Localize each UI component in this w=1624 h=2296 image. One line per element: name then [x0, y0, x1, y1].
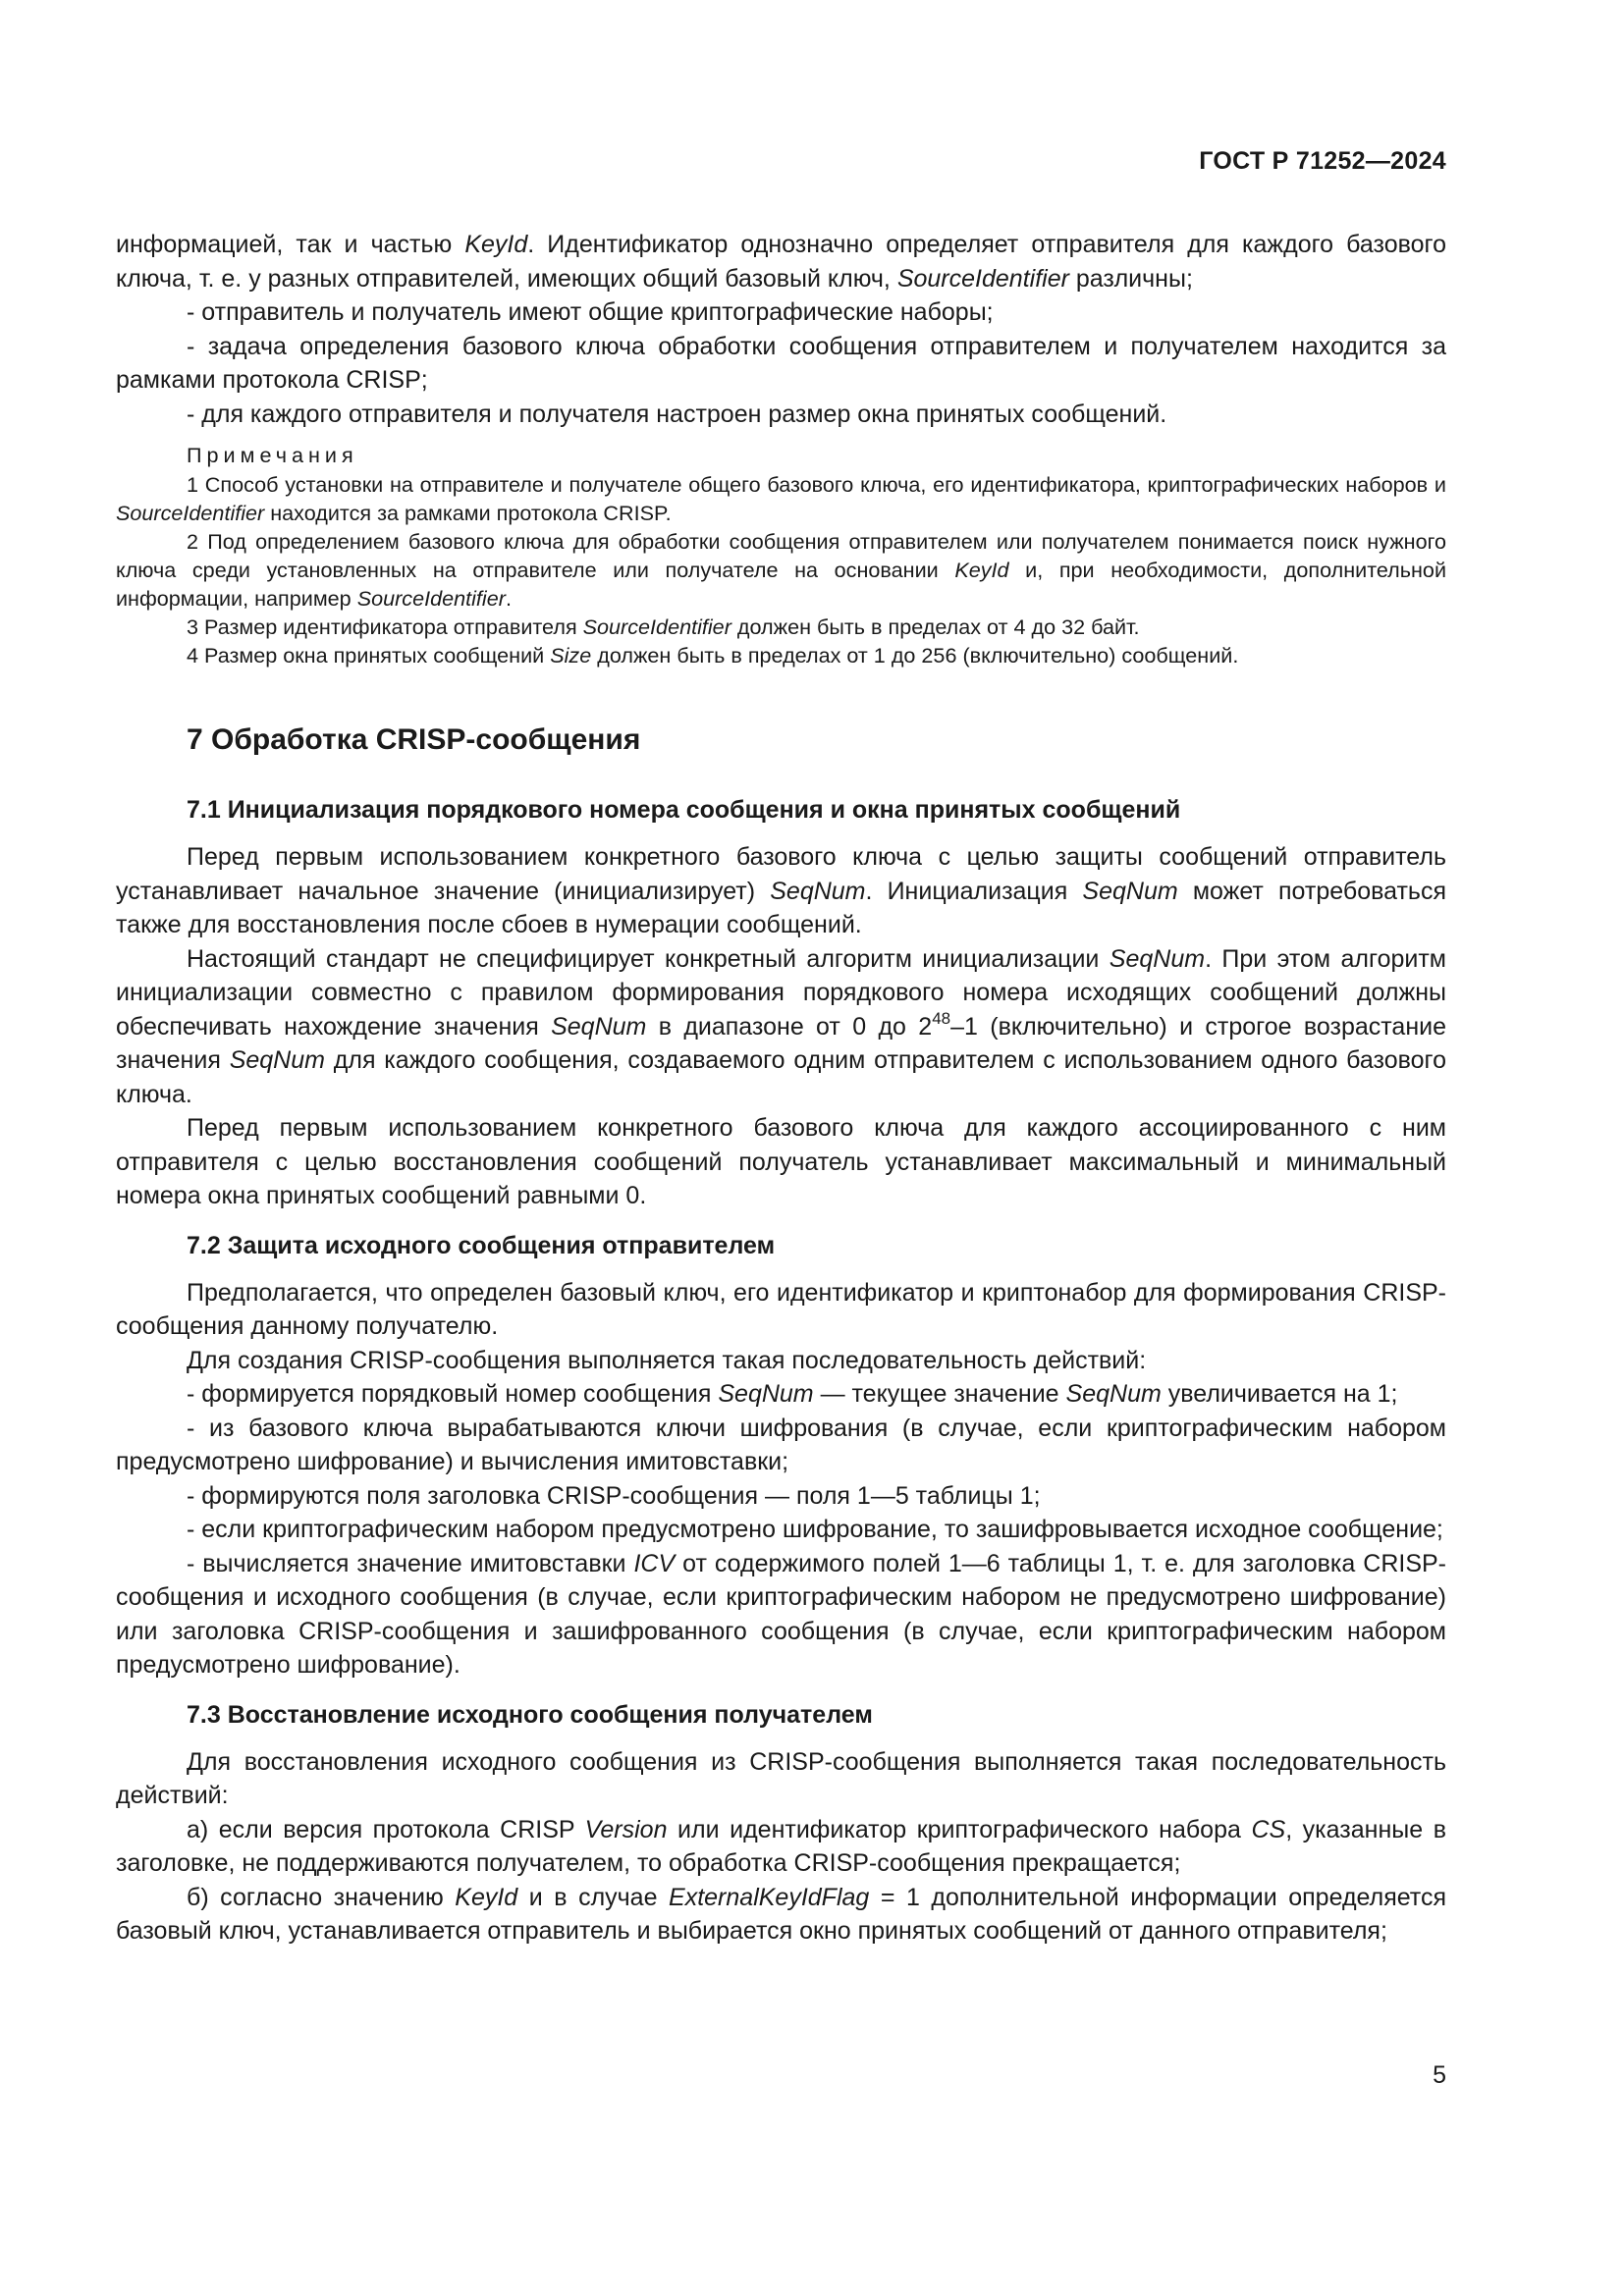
text-run: или идентификатор криптографического набора — [667, 1815, 1252, 1843]
text-run: 3 Размер идентификатора отправителя — [187, 614, 583, 639]
paragraph — [116, 942, 1446, 1112]
text-run: . При этом алгоритм инициализации совместно с правилом формирования порядкового номера исходящих сообщений должны обеспечивать нахождение значения — [116, 944, 1446, 1041]
list-item — [116, 1479, 1446, 1514]
paragraph — [116, 1111, 1446, 1213]
text-run: –1 (включительно) и строгое возрастание значения — [116, 1012, 1446, 1074]
text-run: - формируется порядковый номер сообщения — [187, 1380, 719, 1408]
notes-block — [116, 441, 1446, 669]
text-run: - если криптографическим набором предусмотрено шифрование, то зашифровывается исходное сообщение; — [187, 1516, 1443, 1543]
text-run: информацией, так и частью — [116, 231, 465, 258]
italic-term: SeqNum — [551, 1012, 647, 1041]
italic-term: SeqNum — [1082, 877, 1178, 905]
list-item: - задача определения базового ключа обработки сообщения отправителем и получателем находится за рамками протокола CRISP; — [116, 332, 1446, 394]
text-run: должен быть в пределах от 1 до 256 (включительно) сообщений. — [591, 643, 1239, 667]
text-run: в диапазоне от 0 до 2 — [646, 1012, 933, 1041]
italic-term: SourceIdentifier — [356, 586, 506, 611]
text-run: 2 Под определением базового ключа для обработки сообщения отправителем или получателем понимается поиск нужного ключа среди установленных на отправителе или получателе на основании — [116, 529, 1446, 582]
list-item — [116, 1813, 1446, 1881]
italic-term: SeqNum — [718, 1380, 814, 1408]
text-run: . Инициализация — [865, 877, 1083, 905]
text-run: 1 Способ установки на отправителе и получателе общего базового ключа, его идентификатора, криптографических наборов и — [187, 472, 1446, 497]
text-run: а) если версия протокола CRISP — [187, 1815, 585, 1843]
list-item — [116, 1881, 1446, 1949]
list-item: - отправитель и получатель имеют общие криптографические наборы; — [187, 298, 994, 326]
note-item — [116, 641, 1446, 669]
italic-term: KeyId — [954, 558, 1009, 582]
document-header: ГОСТ Р 71252—2024 — [1199, 147, 1446, 175]
paragraph — [116, 228, 1446, 295]
superscript: 48 — [932, 1009, 951, 1029]
section-title: 7 Обработка CRISP-сообщения — [187, 723, 641, 756]
text-run: = 1 дополнительной информации определяется базовый ключ, устанавливается отправитель и выбирается окно принятых сообщений от данного отправителя; — [116, 1883, 1447, 1945]
italic-term: CS — [1251, 1815, 1286, 1843]
list-item — [116, 1513, 1446, 1547]
italic-term: KeyId — [464, 231, 528, 258]
text-run: б) согласно значению — [187, 1883, 456, 1911]
italic-term: Version — [584, 1815, 668, 1843]
list-item — [116, 1547, 1446, 1682]
text-run: от содержимого полей 1—6 таблицы 1, т. е. для заголовка CRISP-сообщения и исходного сообщения (в случае, если криптографическим набором не предусмотрено шифрование) или заголовка CRISP-сообщения и зашифрованного сообщения (в случае, если криптографическим набором предусмотрено шифрование). — [116, 1549, 1446, 1679]
text-run: увеличивается на 1; — [1161, 1380, 1398, 1408]
italic-term: SeqNum — [229, 1046, 325, 1074]
text-run: Настоящий стандарт не специфицирует конкретный алгоритм инициализации — [187, 944, 1110, 973]
list-item: - для каждого отправителя и получателя настроен размер окна принятых сообщений. — [187, 400, 1167, 428]
note-item — [116, 613, 1446, 641]
paragraph — [116, 1344, 1446, 1378]
italic-term: SourceIdentifier — [116, 501, 265, 525]
note-item — [116, 527, 1446, 613]
italic-term: SeqNum — [1109, 944, 1206, 973]
text-run: может потребоваться также для восстановления после сбоев в нумерации сообщений. — [116, 877, 1446, 938]
italic-term: SeqNum — [770, 877, 866, 905]
text-run: — текущее значение — [813, 1380, 1066, 1408]
italic-term: SourceIdentifier — [896, 264, 1069, 293]
text-run: Для создания CRISP-сообщения выполняется такая последовательность действий: — [187, 1346, 1147, 1374]
text-run: должен быть в пределах от 4 до 32 байт. — [731, 614, 1140, 639]
text-run: и, при необходимости, дополнительной информации, например — [116, 558, 1447, 611]
italic-term: Size — [550, 643, 592, 667]
paragraph — [116, 1276, 1446, 1344]
text-run: Перед первым использованием конкретного базового ключа для каждого ассоциированного с ним отправителя с целью восстановления сообщений получатель устанавливает максимальный и минимальный номера окна принятых сообщений равными 0. — [116, 1114, 1446, 1209]
page-number: 5 — [1433, 2061, 1446, 2089]
subsection-title: 7.1 Инициализация порядкового номера сообщения и окна принятых сообщений — [187, 796, 1181, 824]
text-run: . Идентификатор однозначно определяет отправителя для каждого базового ключа, т. е. у разных отправителей, имеющих общий базовый ключ, — [116, 231, 1446, 293]
text-run: Перед первым использованием конкретного базового ключа с целью защиты сообщений отправитель устанавливает начальное значение (инициализирует) — [116, 843, 1446, 905]
text-run: , указанные в заголовке, не поддерживаются получателем, то обработка CRISP-сообщения прекращается; — [116, 1815, 1446, 1877]
text-run: Для восстановления исходного сообщения из CRISP-сообщения выполняется такая последовательность действий: — [116, 1747, 1446, 1809]
text-run: 4 Размер окна принятых сообщений — [187, 643, 551, 667]
list-item — [116, 1377, 1446, 1412]
text-run: находится за рамками протокола CRISP. — [264, 501, 672, 525]
italic-term: SeqNum — [1065, 1380, 1162, 1408]
text-run: различны; — [1068, 264, 1193, 293]
text-run: - формируются поля заголовка CRISP-сообщения — поля 1—5 таблицы 1; — [187, 1481, 1041, 1510]
italic-term: ExternalKeyIdFlag — [669, 1883, 870, 1911]
italic-term: SourceIdentifier — [582, 614, 731, 639]
list-item — [116, 1412, 1446, 1479]
subsection-title: 7.3 Восстановление исходного сообщения получателем — [187, 1700, 873, 1729]
page-body — [116, 228, 1446, 1949]
paragraph — [116, 1745, 1446, 1813]
text-run: Предполагается, что определен базовый ключ, его идентификатор и криптонабор для формирования CRISP-сообщения данному получателю. — [116, 1278, 1446, 1340]
text-run: . — [505, 586, 512, 611]
paragraph — [116, 840, 1446, 942]
italic-term: KeyId — [455, 1883, 518, 1911]
text-run: - вычисляется значение имитовставки — [187, 1549, 634, 1577]
text-run: - из базового ключа вырабатываются ключи шифрования (в случае, если криптографическим набором предусмотрено шифрование) и вычисления имитовставки; — [116, 1414, 1446, 1475]
italic-term: ICV — [633, 1549, 676, 1577]
notes-title: Примечания — [187, 443, 358, 467]
text-run: для каждого сообщения, создаваемого одним отправителем с использованием одного базового ключа. — [116, 1046, 1446, 1108]
text-run: и в случае — [517, 1883, 670, 1911]
note-item — [116, 470, 1446, 527]
subsection-title: 7.2 Защита исходного сообщения отправителем — [187, 1231, 776, 1259]
